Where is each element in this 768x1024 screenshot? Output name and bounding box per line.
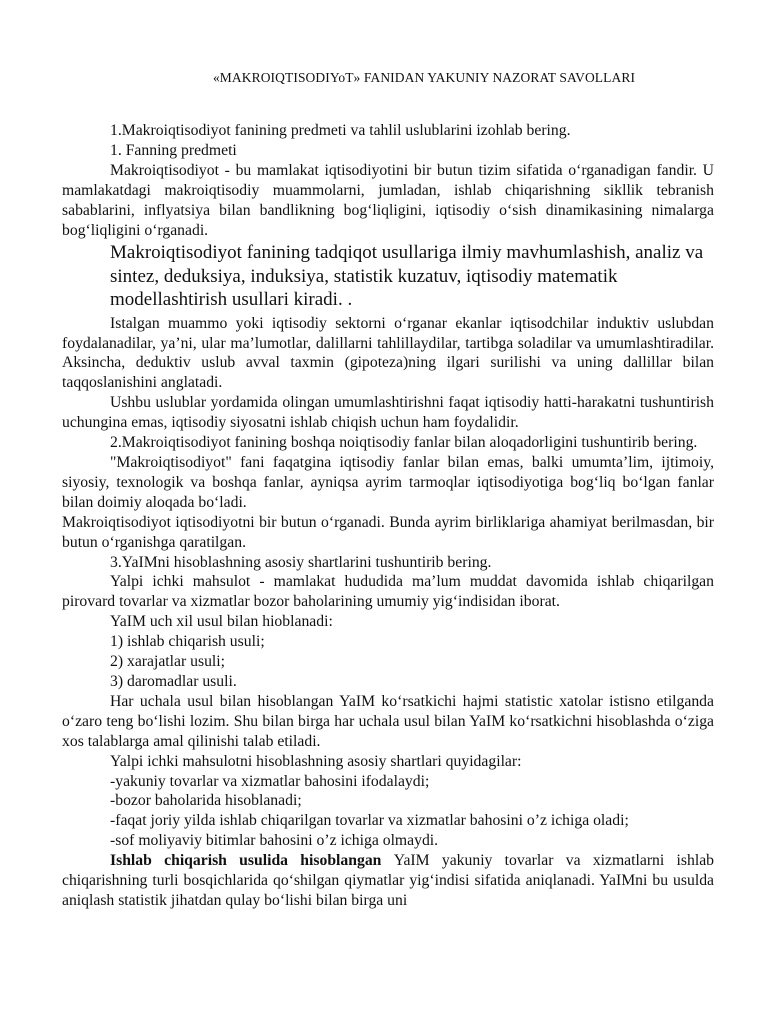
paragraph-lead: Makroiqtisodiyot - [110, 161, 236, 179]
paragraph-inductive: Istalgan muammo yoki iqtisodiy sektorni o‘rganar ekanlar iqtisodchilar induktiv uslubdan foydalanadilar, ya’ni, ular ma’lumotlar, dalillarni tahlillaydilar, tartibga soladilar va umumlashtiradilar. Aksincha, deduktiv uslub avval taxmin (gipoteza)ning ilgari surilishi va uning dallillar bilan taqqoslanishini anglatadi. [62, 314, 714, 392]
question-1: 1.Makroiqtisodiyot fanining predmeti va tahlil uslublarini izohlab bering. [110, 122, 571, 139]
paragraph-gdp-definition [62, 572, 714, 612]
paragraph-text: mamlakat hududida ma’lum muddat davomida ishlab chiqarilgan pirovard tovarlar va xizmatlar bozor baholarining umumiy yig‘indisidan iborat. [62, 573, 714, 611]
paragraph-lead-bold: Ishlab chiqarish usulida hisoblangan [110, 852, 394, 870]
paragraph-text: YaIM yakuniy tovarlar va xizmatlarni ishlab chiqarishning turli bosqichlarida qo‘shilgan qiymatlar yig‘indisi sifatida aniqlanadi. YaIMni bu usulda aniqlash statistik jihatdan qulay bo‘lishi bilan birga uni [62, 852, 715, 909]
document-body [62, 121, 714, 911]
bullet-item: -bozor baholarida hisoblanadi; [110, 792, 302, 810]
methods-paragraph: Makroiqtisodiyot fanining tadqiqot usullariga ilmiy mavhumlashish, analiz va sintez, deduksiya, induksiya, statistik kuzatuv, iqtisodiy matematik modellashtirish usullari kiradi. . [110, 242, 704, 311]
bullet-item: -sof moliyaviy bitimlar bahosini o’z ichiga olmaydi. [110, 832, 439, 850]
paragraph-relations: "Makroiqtisodiyot" fani faqatgina iqtisodiy fanlar bilan emas, balki umumta’lim, ijtimoiy, siyosiy, texnologik va boshqa fanlar, ayniqsa ayrim tarmoqlar iqtisodiyotiga bog‘liq bo‘lgan fanlar bilan doimiy aloqada bo‘ladi. [62, 454, 714, 511]
paragraph-lead: Yalpi ichki mahsulot - [110, 573, 274, 591]
paragraph-whole: Makroiqtisodiyot iqtisodiyotni bir butun o‘rganadi. Bunda ayrim birliklariga ahamiyat berilmasdan, bir butun o‘rganishga qaratilgan. [62, 513, 714, 551]
list-item: 2) xarajatlar usuli; [110, 653, 225, 671]
bullet-item: -yakuniy tovarlar va xizmatlar bahosini ifodalaydi; [110, 772, 430, 790]
bullet-item: -faqat joriy yilda ishlab chiqarilgan tovarlar va xizmatlar bahosini o’z ichiga oladi; [110, 812, 629, 830]
paragraph-production-method [62, 851, 714, 911]
section-heading-1: 1. Fanning predmeti [110, 141, 237, 159]
paragraph-methods-intro: YaIM uch xil usul bilan hioblanadi: [110, 613, 333, 631]
paragraph-usage: Ushbu uslublar yordamida olingan umumlashtirishni faqat iqtisodiy hatti-harakatni tushuntirish uchungina emas, iqtisodiy siyosatni ishlab chiqish uchun ham foydalidir. [62, 394, 714, 432]
list-item: 3) daromadlar usuli. [110, 672, 237, 690]
paragraph-conditions-intro: Yalpi ichki mahsulotni hisoblashning asosiy shartlari quyidagilar: [110, 752, 522, 770]
question-2: 2.Makroiqtisodiyot fanining boshqa noiqtisodiy fanlar bilan aloqadorligini tushuntirib bering. [110, 434, 698, 452]
paragraph-equality: Har uchala usul bilan hisoblangan YaIM ko‘rsatkichi hajmi statistic xatolar istisno etilganda o‘zaro teng bo‘lishi lozim. Shu bilan birga har uchala usul bilan YaIM ko‘rsatkichni hisoblashda o‘ziga xos talablarga amal qilinishi talab etiladi. [62, 692, 714, 750]
document-title: «MAKROIQTISODIYoT» FANIDAN YAKUNIY NAZORAT SAVOLLARI [212, 70, 636, 85]
list-item: 1) ishlab chiqarish usuli; [110, 633, 265, 651]
paragraph-text: bu mamlakat iqtisodiyotini bir butun tizim sifatida o‘rganadigan fandir. U mamlakatdagi makroiqtisodiy muammolarni, jumladan, ishlab chiqarishning sikllik tebranish sabablarini, inflyatsiya bilan bandlikning bog‘liqligini, iqtisodiy o‘sish dinamikasining nimalarga bog‘liqligini o‘rganadi. [62, 161, 715, 239]
paragraph-definition [62, 161, 714, 241]
question-3: 3.YaIMni hisoblashning asosiy shartlarini tushuntirib bering. [110, 553, 492, 571]
